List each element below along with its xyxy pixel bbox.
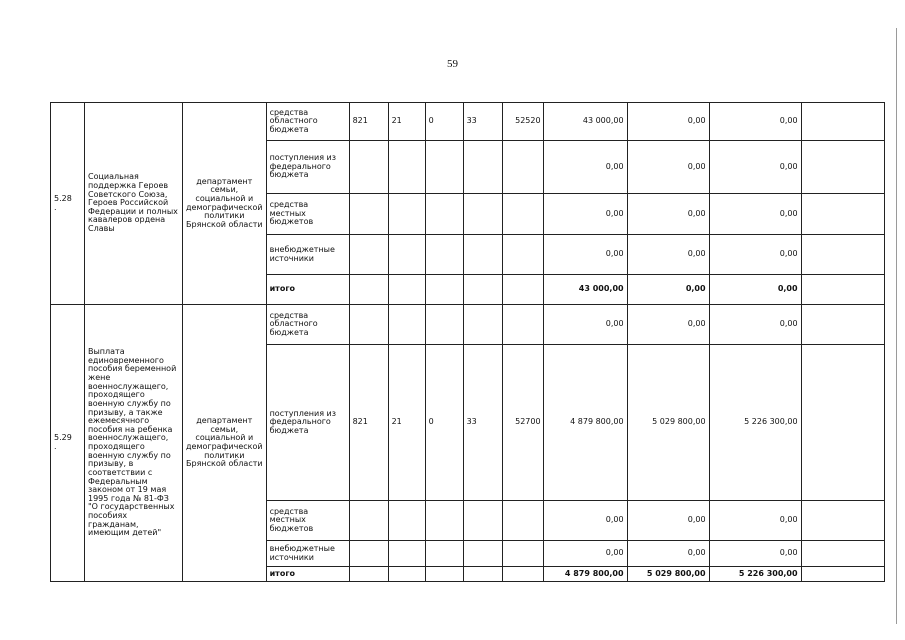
amount-cell: 4 879 800,00 <box>543 567 627 582</box>
funding-source: поступления из федерального бюджета <box>266 141 349 194</box>
amount-cell: 4 879 800,00 <box>543 345 627 501</box>
funding-row <box>51 305 885 345</box>
budget-code-cell <box>349 194 388 235</box>
budget-code-cell <box>463 567 502 582</box>
amount-cell: 43 000,00 <box>543 275 627 305</box>
budget-code-cell <box>349 141 388 194</box>
budget-code-cell: 821 <box>349 103 388 141</box>
amount-cell: 0,00 <box>627 305 709 345</box>
budget-code-cell <box>425 501 463 541</box>
empty-cell <box>801 305 884 345</box>
funding-source: средства местных бюджетов <box>266 501 349 541</box>
budget-code-cell <box>425 567 463 582</box>
budget-code-cell <box>425 275 463 305</box>
amount-cell: 43 000,00 <box>543 103 627 141</box>
amount-cell: 0,00 <box>627 194 709 235</box>
item-index: 5.28 . <box>51 103 85 305</box>
funding-source: внебюджетные источники <box>266 235 349 275</box>
amount-cell: 0,00 <box>543 194 627 235</box>
amount-cell: 0,00 <box>543 541 627 567</box>
budget-code-cell <box>388 541 425 567</box>
budget-code-cell <box>349 567 388 582</box>
amount-cell: 0,00 <box>709 305 801 345</box>
program-table <box>50 102 885 582</box>
budget-code-cell <box>388 501 425 541</box>
empty-cell <box>801 567 884 582</box>
budget-code-cell: 821 <box>349 345 388 501</box>
amount-cell: 0,00 <box>627 501 709 541</box>
budget-code-cell <box>463 541 502 567</box>
budget-code-cell <box>349 235 388 275</box>
funding-row <box>51 103 885 141</box>
amount-cell: 0,00 <box>627 141 709 194</box>
amount-cell: 0,00 <box>627 103 709 141</box>
item-index: 5.29 . <box>51 305 85 582</box>
amount-cell: 0,00 <box>709 275 801 305</box>
amount-cell: 0,00 <box>543 305 627 345</box>
empty-cell <box>801 541 884 567</box>
empty-cell <box>801 194 884 235</box>
budget-code-cell <box>349 275 388 305</box>
budget-code-cell <box>502 235 543 275</box>
budget-code-cell: 21 <box>388 345 425 501</box>
page-number: 59 <box>447 58 458 70</box>
budget-code-cell <box>463 235 502 275</box>
amount-cell: 0,00 <box>627 275 709 305</box>
funding-source: средства местных бюджетов <box>266 194 349 235</box>
amount-cell: 5 226 300,00 <box>709 345 801 501</box>
budget-code-cell <box>388 235 425 275</box>
budget-code-cell <box>463 194 502 235</box>
budget-code-cell <box>349 541 388 567</box>
funding-source: внебюджетные источники <box>266 541 349 567</box>
budget-code-cell: 52520 <box>502 103 543 141</box>
responsible-department: департамент семьи, социальной и демографической политики Брянской области <box>183 103 267 305</box>
budget-code-cell <box>425 305 463 345</box>
funding-source: средства областного бюджета <box>266 305 349 345</box>
scan-edge-line <box>896 28 897 624</box>
budget-code-cell: 52700 <box>502 345 543 501</box>
budget-code-cell: 0 <box>425 103 463 141</box>
amount-cell: 5 226 300,00 <box>709 567 801 582</box>
budget-code-cell <box>388 194 425 235</box>
budget-code-cell <box>425 235 463 275</box>
amount-cell: 0,00 <box>709 235 801 275</box>
amount-cell: 0,00 <box>709 541 801 567</box>
amount-cell: 0,00 <box>543 141 627 194</box>
budget-code-cell: 0 <box>425 345 463 501</box>
item-name: Социальная поддержка Героев Советского Союза, Героев Российской Федерации и полных кавалеров ордена Славы <box>85 103 183 305</box>
amount-cell: 0,00 <box>709 501 801 541</box>
amount-cell: 0,00 <box>627 541 709 567</box>
budget-code-cell <box>425 541 463 567</box>
responsible-department: департамент семьи, социальной и демографической политики Брянской области <box>183 305 267 582</box>
amount-cell: 0,00 <box>543 235 627 275</box>
budget-code-cell <box>349 501 388 541</box>
budget-code-cell <box>463 141 502 194</box>
amount-cell: 0,00 <box>627 235 709 275</box>
budget-code-cell <box>502 567 543 582</box>
budget-code-cell <box>502 305 543 345</box>
empty-cell <box>801 103 884 141</box>
funding-source: итого <box>266 275 349 305</box>
budget-code-cell <box>502 275 543 305</box>
amount-cell: 5 029 800,00 <box>627 345 709 501</box>
budget-code-cell <box>463 305 502 345</box>
budget-code-cell <box>502 501 543 541</box>
budget-code-cell: 21 <box>388 103 425 141</box>
budget-code-cell: 33 <box>463 103 502 141</box>
budget-code-cell: 33 <box>463 345 502 501</box>
budget-code-cell <box>388 305 425 345</box>
budget-code-cell <box>388 141 425 194</box>
funding-source: поступления из федерального бюджета <box>266 345 349 501</box>
budget-code-cell <box>388 275 425 305</box>
amount-cell: 0,00 <box>709 141 801 194</box>
empty-cell <box>801 235 884 275</box>
budget-code-cell <box>463 275 502 305</box>
empty-cell <box>801 275 884 305</box>
empty-cell <box>801 501 884 541</box>
budget-code-cell <box>502 194 543 235</box>
funding-source: средства областного бюджета <box>266 103 349 141</box>
item-name: Выплата единовременного пособия беременной жене военнослужащего, проходящего военную службу по призыву, а также ежемесячного пособия на ребенка военнослужащего, проходящего военную службу по призыву, в соответствии с Федеральным законом от 19 мая 1995 года № 81-ФЗ "О государственных пособиях гражданам, имеющим детей" <box>85 305 183 582</box>
amount-cell: 0,00 <box>709 103 801 141</box>
budget-code-cell <box>425 141 463 194</box>
budget-code-cell <box>425 194 463 235</box>
budget-code-cell <box>349 305 388 345</box>
amount-cell: 0,00 <box>543 501 627 541</box>
empty-cell <box>801 345 884 501</box>
budget-code-cell <box>463 501 502 541</box>
amount-cell: 0,00 <box>709 194 801 235</box>
budget-code-cell <box>388 567 425 582</box>
amount-cell: 5 029 800,00 <box>627 567 709 582</box>
funding-source: итого <box>266 567 349 582</box>
budget-code-cell <box>502 541 543 567</box>
empty-cell <box>801 141 884 194</box>
budget-code-cell <box>502 141 543 194</box>
